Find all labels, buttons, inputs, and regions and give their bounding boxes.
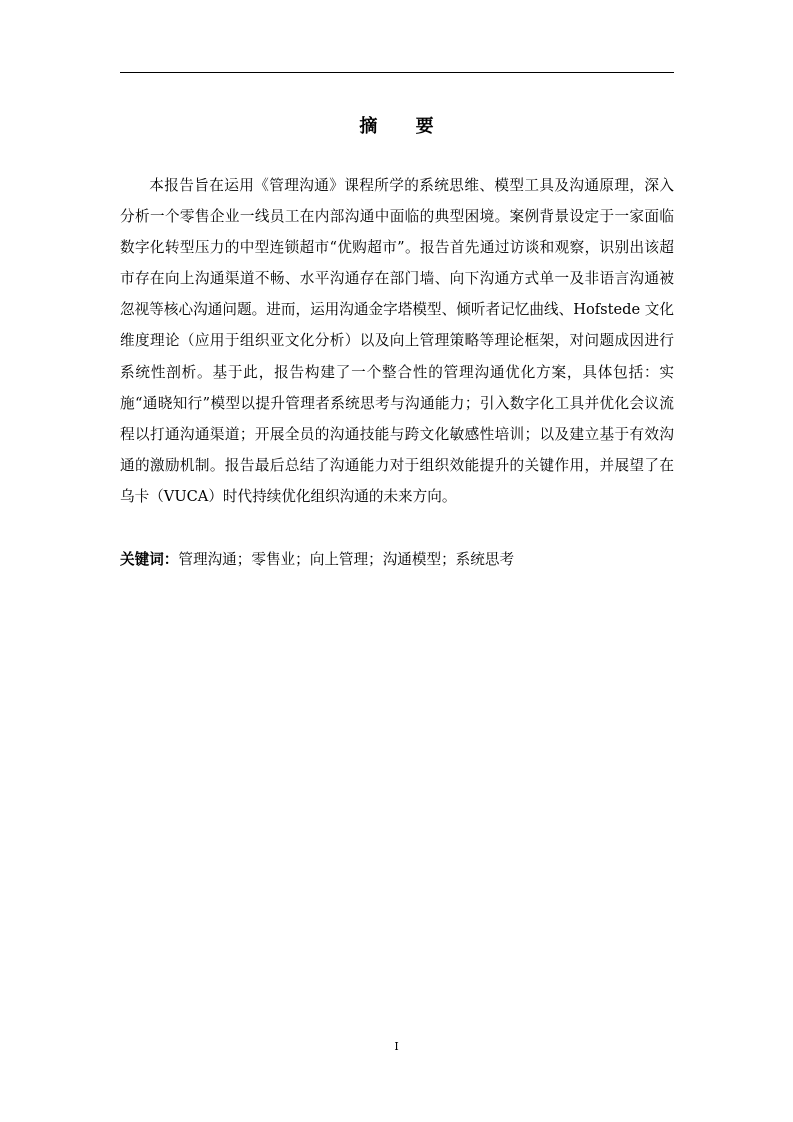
keywords-label: 关键词：: [120, 551, 179, 568]
keywords-value: 管理沟通；零售业；向上管理；沟通模型；系统思考: [178, 551, 515, 568]
abstract-body: [120, 170, 674, 512]
header-rule: [120, 72, 674, 73]
abstract-paragraph: 本报告旨在运用《管理沟通》课程所学的系统思维、模型工具及沟通原理，深入分析一个零售企业一线员工在内部沟通中面临的典型困境。案例背景设定于一家面临数字化转型压力的中型连锁超市“优购超市”。报告首先通过访谈和观察，识别出该超市存在向上沟通渠道不畅、水平沟通存在部门墙、向下沟通方式单一及非语言沟通被忽视等核心沟通问题。进而，运用沟通金字塔模型、倾听者记忆曲线、Hofstede 文化维度理论（应用于组织亚文化分析）以及向上管理策略等理论框架，对问题成因进行系统性剖析。基于此，报告构建了一个整合性的管理沟通优化方案，具体包括：实施“通晓知行”模型以提升管理者系统思考与沟通能力；引入数字化工具并优化会议流程以打通沟通渠道；开展全员的沟通技能与跨文化敏感性培训；以及建立基于有效沟通的激励机制。报告最后总结了沟通能力对于组织效能提升的关键作用，并展望了在乌卡（VUCA）时代持续优化组织沟通的未来方向。: [120, 177, 674, 505]
page-number: I: [394, 1040, 399, 1053]
keywords-line: [120, 546, 674, 574]
abstract-title: 摘 要: [359, 116, 450, 137]
